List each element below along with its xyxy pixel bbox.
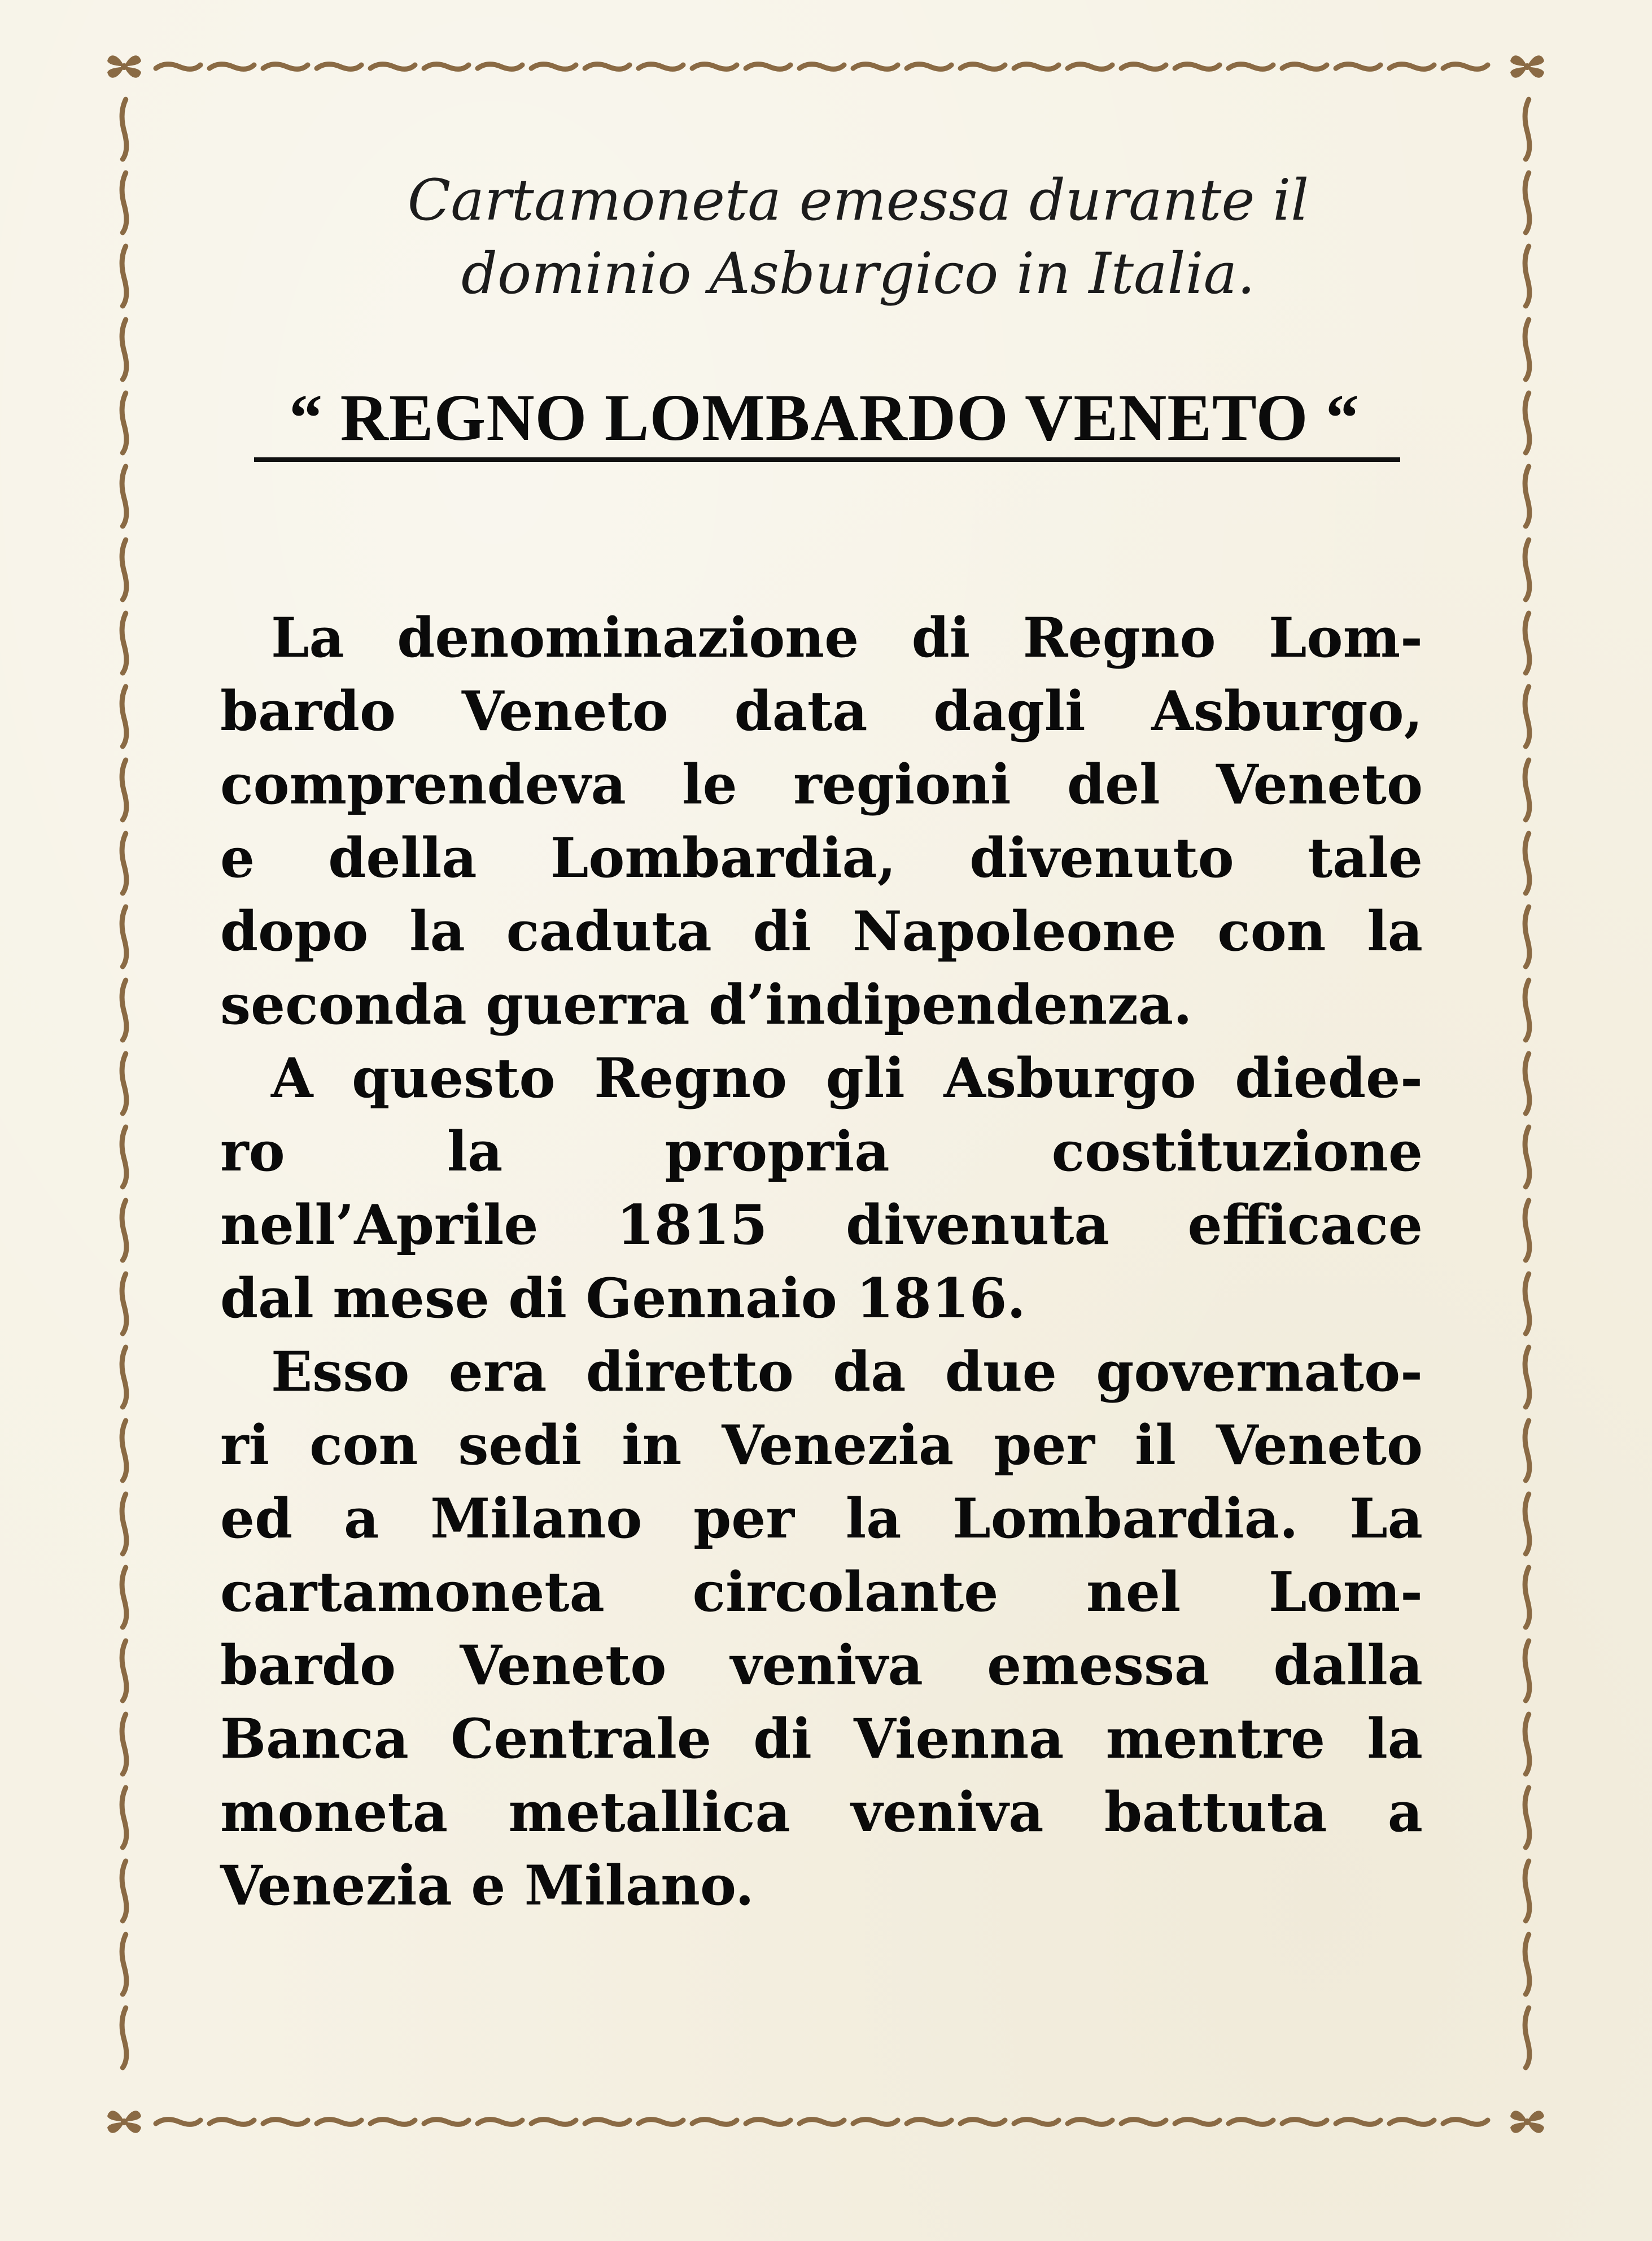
paragraph-3-line-8: Venezia e Milano. bbox=[220, 1854, 754, 1917]
paragraph-2-line-2: ro la propria costituzione bbox=[220, 1120, 1423, 1183]
paragraph-2-line-3: nell’Aprile 1815 divenuta efficace bbox=[220, 1193, 1423, 1257]
paragraph-3-line-2: ri con sedi in Venezia per il Veneto bbox=[220, 1413, 1423, 1477]
paragraph-2-line-1: A questo Regno gli Asburgo diede- bbox=[271, 1046, 1423, 1110]
paragraph-3-line-3: ed a Milano per la Lombardia. La bbox=[220, 1487, 1423, 1550]
subtitle-line-2: dominio Asburgico in Italia. bbox=[461, 241, 1255, 307]
paragraph-1-line-4: e della Lombardia, divenuto tale bbox=[220, 826, 1423, 890]
paragraph-3-line-7: moneta metallica veniva battuta a bbox=[220, 1780, 1423, 1844]
title-underline bbox=[254, 457, 1400, 462]
paragraph-1-line-1: La denominazione di Regno Lom- bbox=[271, 606, 1423, 670]
paragraph-2-line-4: dal mese di Gennaio 1816. bbox=[220, 1266, 1026, 1330]
page-title: “ REGNO LOMBARDO VENETO “ bbox=[289, 381, 1360, 455]
subtitle-line-1: Cartamoneta emessa durante il bbox=[407, 167, 1309, 233]
paragraph-1-line-6: seconda guerra d’indipendenza. bbox=[220, 973, 1192, 1037]
paragraph-1-line-2: bardo Veneto data dagli Asburgo, bbox=[220, 679, 1423, 743]
paragraph-1-line-3: comprendeva le regioni del Veneto bbox=[220, 753, 1423, 816]
paragraph-1-line-5: dopo la caduta di Napoleone con la bbox=[220, 899, 1423, 963]
paragraph-3-line-5: bardo Veneto veniva emessa dalla bbox=[220, 1633, 1423, 1697]
paragraph-3-line-6: Banca Centrale di Vienna mentre la bbox=[220, 1707, 1423, 1771]
paragraph-3-line-4: cartamoneta circolante nel Lom- bbox=[220, 1560, 1423, 1624]
paragraph-3-line-1: Esso era diretto da due governato- bbox=[271, 1340, 1423, 1404]
